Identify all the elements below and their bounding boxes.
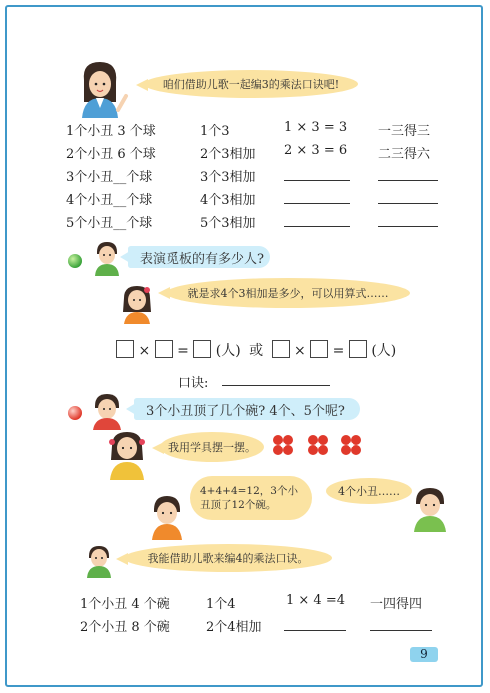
boy2-bubble-text: 4个小丑…… (338, 485, 400, 498)
eq1-box-result[interactable] (193, 340, 211, 358)
eq-or: 或 (249, 343, 264, 359)
girl-illustration (104, 430, 150, 480)
table3-row5-verse-blank[interactable] (378, 212, 438, 227)
koujue-label: 口诀: (178, 376, 209, 391)
q1-question-text: 表演觅板的有多少人? (140, 251, 264, 267)
boy2-speech-bubble (326, 478, 412, 504)
table4-row2-verse-blank[interactable] (370, 616, 432, 631)
eq1-box-b[interactable] (155, 340, 173, 358)
flower-counter-icon (270, 432, 362, 458)
eq2-equals: = (332, 343, 345, 359)
boy-illustration (90, 392, 124, 430)
green-ball-icon (68, 254, 82, 268)
teacher-illustration (70, 58, 130, 118)
q1-question-bubble (128, 246, 270, 268)
table3-row1-verse: 一三得三 (378, 124, 431, 139)
page-number: 9 (410, 647, 438, 662)
eq2-unit: (人) (371, 343, 397, 359)
table4-row1-phrase: 1个小丑 4 个碗 (80, 597, 170, 612)
girl-speech-bubble (160, 432, 264, 462)
boy-illustration (92, 240, 122, 276)
table3-row4-phrase: 4个小丑__个球 (66, 193, 153, 208)
table4-row1-add: 1个4 (206, 597, 236, 612)
eq2-box-result[interactable] (349, 340, 367, 358)
red-ball-icon (68, 406, 82, 420)
table4-row1-formula: 1 × 4 =4 (286, 593, 345, 608)
table3-row2-phrase: 2个小丑 6 个球 (66, 147, 156, 162)
girl-bubble-text: 我用学具摆一摆。 (168, 441, 256, 454)
table3-row3-phrase: 3个小丑__个球 (66, 170, 153, 185)
table3-row4-formula-blank[interactable] (284, 189, 350, 204)
q1-hint-text: 就是求4个3相加是多少，可以用算式…… (187, 287, 389, 300)
table4-row2-add: 2个4相加 (206, 620, 262, 635)
boy-illustration (148, 494, 186, 540)
girl-illustration (120, 284, 154, 324)
table3-row4-verse-blank[interactable] (378, 189, 438, 204)
table3-row2-formula: 2 × 3 = 6 (284, 143, 348, 158)
table3-row2-verse: 二三得六 (378, 147, 431, 162)
outro-bubble-text: 我能借助儿歌来编4的乘法口诀。 (147, 552, 309, 565)
table3-row3-formula-blank[interactable] (284, 166, 350, 181)
eq1-box-a[interactable] (116, 340, 134, 358)
q1-hint-bubble (166, 278, 410, 308)
table3-row1-add: 1个3 (200, 124, 230, 139)
eq1-equals: = (177, 343, 189, 359)
q2-question-text: 3个小丑顶了几个碗? 4个、5个呢? (146, 403, 345, 419)
eq2-box-a[interactable] (272, 340, 290, 358)
boy-speech-bubble (190, 476, 312, 520)
table3-row5-add: 5个3相加 (200, 216, 256, 231)
table3-row1-formula: 1 × 3 = 3 (284, 120, 348, 135)
table3-row3-add: 3个3相加 (200, 170, 256, 185)
table3-row5-formula-blank[interactable] (284, 212, 350, 227)
table4-row2-formula-blank[interactable] (284, 616, 346, 631)
q2-question-bubble (134, 398, 360, 420)
table3-row5-phrase: 5个小丑__个球 (66, 216, 153, 231)
table4-row2-phrase: 2个小丑 8 个碗 (80, 620, 170, 635)
intro-bubble-text: 咱们借助儿歌一起编3的乘法口诀吧! (162, 78, 340, 91)
q1-equation-row (116, 340, 396, 360)
eq2-times: × (294, 343, 306, 359)
eq1-unit: (人) (215, 343, 241, 359)
boy-illustration (84, 544, 114, 578)
table3-row4-add: 4个3相加 (200, 193, 256, 208)
boy-illustration (410, 486, 450, 532)
boy-bubble-text: 4+4+4=12，3个小丑顶了12个碗。 (200, 485, 298, 511)
table3-row2-add: 2个3相加 (200, 147, 256, 162)
table4-row1-verse: 一四得四 (370, 597, 423, 612)
eq2-box-b[interactable] (310, 340, 328, 358)
table3-row3-verse-blank[interactable] (378, 166, 438, 181)
intro-speech-bubble (144, 70, 358, 98)
table3-row1-phrase: 1个小丑 3 个球 (66, 124, 156, 139)
koujue-blank[interactable] (222, 371, 330, 386)
outro-speech-bubble (124, 544, 332, 572)
eq1-times: × (138, 343, 151, 359)
